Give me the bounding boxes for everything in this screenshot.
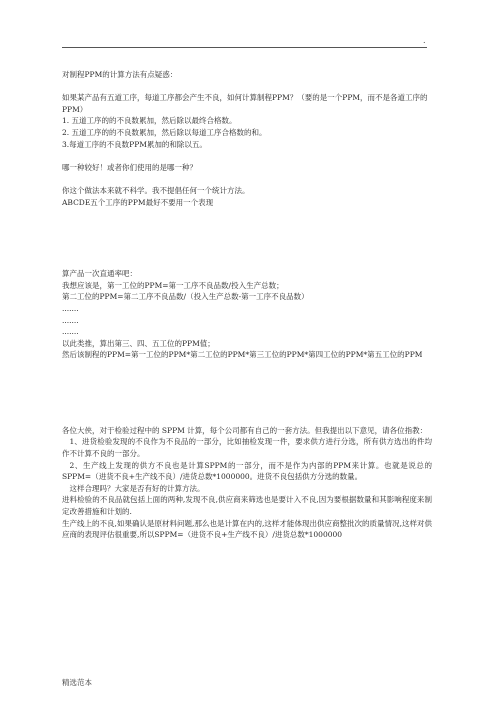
option-3: 3.每道工序的不良数PPM累加的和除以五。 xyxy=(62,139,207,149)
reply-1-line-1: 你这个做法本来就不科学。我不提倡任何一个统计方法。 xyxy=(62,185,250,195)
sppm-answer-2: 生产线上的不良,如果确认是原材料问题,那么也是计算在内的,这样才能体现出供应商整批次的质量情况,这样对供应商的表现评估很重要,所以SPPM=（进货不良+生产线不良）/进货总数*1000000 xyxy=(62,518,432,540)
reply-2-ellipsis-2: ....... xyxy=(62,315,79,325)
sppm-answer-1: 进料检验的不良品就包括上面的两种,发现不良,供应商来筛选也是要计入不良,因为要根据数量和其影响程度来制定改善措施和计划的. xyxy=(62,495,432,517)
header-mark: . xyxy=(423,36,426,45)
footer-label: 精选范本 xyxy=(62,678,92,687)
question-prompt: 哪一种较好！或者你们使用的是哪一种？ xyxy=(62,162,197,172)
option-2: 2. 五道工序的的不良数累加，然后除以每道工序合格数的和。 xyxy=(62,127,267,137)
document-body xyxy=(62,69,435,541)
reply-2-line-2: 我想应该是，第一工位的PPM=第一工序不良品数/投入生产总数； xyxy=(62,280,284,290)
reply-2-line-1: 算产品一次直通率吧： xyxy=(62,269,137,279)
sppm-question: 这样合理吗？大家是否有好的计算方法。 xyxy=(69,483,205,493)
reply-2-line-5: 然后该制程的PPM=第一工位的PPM*第二工位的PPM*第三工位的PPM*第四工位的PPM*第五工位的PPM xyxy=(62,350,423,360)
question-body: 如果某产品有五道工序，每道工序都会产生不良，如何计算制程PPM？（要的是一个PPM，而不是各道工序的PPM） xyxy=(62,93,428,114)
sppm-point-2: 2、生产线上发现的供方不良也是计算SPPM的一部分，而不是作为内部的PPM来计算。也就是说总的 SPPM=（进货不良+生产线不良）/进货总数*1000000。进货不良包括供方分选的数量。 xyxy=(62,460,435,482)
sppm-intro: 各位大侠，对于检验过程中的 SPPM 计算，每个公司都有自己的一套方法。但我提出以下意见，请各位指教： xyxy=(62,425,428,435)
question-title: 对制程PPM的计算方法有点疑惑： xyxy=(62,70,178,79)
reply-2-line-3: 第二工位的PPM=第二工序不良品数/（投入生产总数-第一工序不良品数） xyxy=(62,292,309,302)
reply-2-line-4: 以此类推，算出第三、四、五工位的PPM值； xyxy=(62,338,215,348)
sppm-point-1: 1、进货检验发现的不良作为不良品的一部分，比如抽检发现一件，要求供方进行分选，所有供方选出的件均作不计算不良的一部分。 xyxy=(62,437,432,459)
reply-1-line-2: ABCDE五个工序的PPM最好不要用一个表现 xyxy=(62,197,214,207)
reply-2-ellipsis-1: ....... xyxy=(62,303,79,313)
reply-2-ellipsis-3: ....... xyxy=(62,327,79,337)
option-1: 1. 五道工序的的不良数累加，然后除以最终合格数。 xyxy=(62,116,237,126)
header-rule xyxy=(62,47,427,48)
